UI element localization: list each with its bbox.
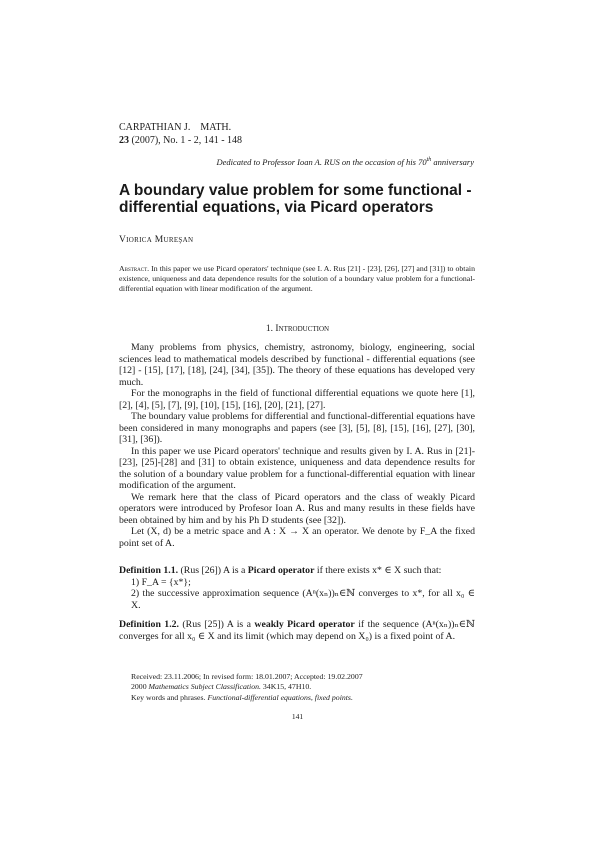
definition-text: if the sequence (Aⁿ(xₙ))ₙ∈ℕ converges for all x₀ ∈ X and its limit (which may depend on X₀) is a fixed point of A. xyxy=(119,619,476,642)
paragraph: Many problems from physics, chemistry, astronomy, biology, engineering, social sciences lead to mathematical models described by functional - differential equations (see [12] - [15], [17], [18], [24], [34], [35]). The theory of these equations has developed very much. xyxy=(119,342,475,388)
definition-text: if there exists x* ∈ X such that: xyxy=(316,565,442,576)
section-number: 1. xyxy=(265,324,274,334)
volume-issue: (2007), No. 1 - 2, 141 - 148 xyxy=(129,135,243,146)
definition-label: Definition 1.1. xyxy=(119,565,179,576)
introduction-body xyxy=(119,342,475,549)
journal-name: CARPATHIAN J. MATH. xyxy=(119,122,232,133)
journal-volume xyxy=(119,134,242,147)
paragraph: We remark here that the class of Picard operators and the class of weakly Picard operators were introduced by Profesor Ioan A. Rus and many results in these fields have been obtained by him and by his Ph D students (see [32]). xyxy=(119,491,475,526)
definition-cite: (Rus [25]) xyxy=(182,619,224,630)
msc-year: 2000 xyxy=(131,682,147,692)
keywords xyxy=(131,693,363,703)
definition-1-1 xyxy=(119,565,475,577)
paragraph: The boundary value problems for differential and functional-differential equations have been considered in many monographs and papers (see [3], [5], [8], [15], [16], [27], [30], [31], [36]). xyxy=(119,411,475,445)
paper-title: A boundary value problem for some functional - differential equations, via Picard operators xyxy=(119,182,472,216)
definition-term: weakly Picard operator xyxy=(254,619,355,630)
abstract-text: In this paper we use Picard operators' technique (see I. A. Rus [21] - [23], [26], [27] and [31]) to obtain existence, uniqueness and data dependence results for the solution of a boundary value problem for a functional-differential equation with linear modification of the argument. xyxy=(119,264,475,293)
volume-number: 23 xyxy=(119,135,129,146)
paragraph: In this paper we use Picard operators' technique and results given by I. A. Rus in [21]-[23], [25]-[28] and [31] to obtain existence, uniqueness and data dependence results for the solution of a boundary value problem for a functional-differential equation with linear modification of the argument. xyxy=(119,445,475,491)
dedication: Dedicated to Professor Ioan A. RUS on the occasion of his 70th anniversary xyxy=(216,157,474,167)
msc-classification xyxy=(131,682,363,692)
abstract-label: Abstract. xyxy=(119,264,150,273)
definition-term: Picard operator xyxy=(247,565,315,576)
msc-codes: 34K15, 47H10. xyxy=(262,682,312,692)
section-title: Introduction xyxy=(275,324,330,334)
author-name: Viorica Mureşan xyxy=(119,235,194,245)
keywords-label: Key words and phrases. xyxy=(131,692,206,702)
definition-text: A is a xyxy=(222,565,246,576)
msc-label: Mathematics Subject Classification. xyxy=(148,682,261,692)
paragraph: Let (X, d) be a metric space and A : X → X an operator. We denote by F_A the fixed point set of A. xyxy=(119,526,475,549)
definitions xyxy=(119,565,475,642)
keywords-text: Functional-differential equations, fixed points. xyxy=(207,692,353,702)
footnotes xyxy=(131,672,363,703)
definition-cite: (Rus [26]) xyxy=(180,565,222,576)
page-number: 141 xyxy=(291,712,304,721)
paragraph: For the monographs in the field of functional differential equations we quote here [1], [2], [4], [5], [7], [9], [10], [15], [16], [20], [21], [27]. xyxy=(119,388,475,411)
definition-item: 1) F_A = {x*}; xyxy=(131,576,191,588)
journal-header xyxy=(119,121,242,147)
received-dates: Received: 23.11.2006; In revised form: 18.01.2007; Accepted: 19.02.2007 xyxy=(131,672,363,681)
definition-item: 2) the successive approximation sequence (Aⁿ(xₙ))ₙ∈ℕ converges to x*, for all x₀ ∈ X. xyxy=(131,588,475,611)
section-heading xyxy=(0,324,595,334)
definition-label: Definition 1.2. xyxy=(119,619,179,630)
definition-1-2 xyxy=(119,619,475,642)
definition-text: A is a xyxy=(226,619,251,630)
abstract xyxy=(119,264,475,294)
